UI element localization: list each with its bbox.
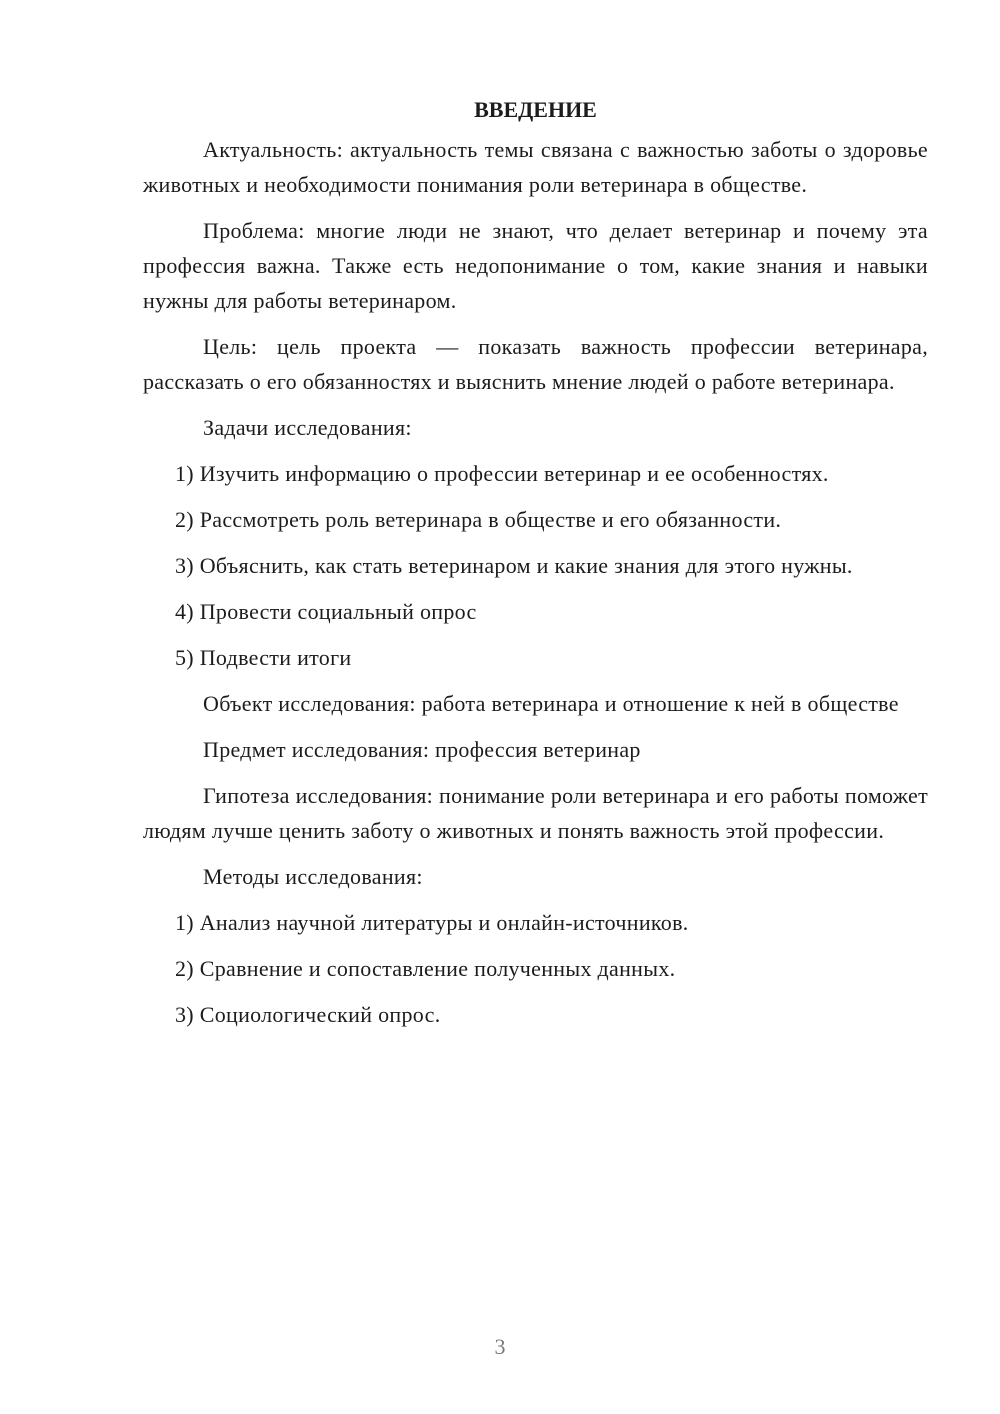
tasks-heading: Задачи исследования: xyxy=(203,415,412,440)
paragraph-hypothesis: Гипотеза исследования: понимание роли ветеринара и его работы поможет людям лучше ценить заботу о животных и понять важность этой профессии. xyxy=(143,783,928,843)
list-item: 5) Подвести итоги xyxy=(175,645,352,670)
section-title: ВВЕДЕНИЕ xyxy=(474,97,597,122)
paragraph-relevance: Актуальность: актуальность темы связана с важностью заботы о здоровье животных и необходимости понимания роли ветеринара в обществе. xyxy=(143,137,928,197)
list-item: 1) Анализ научной литературы и онлайн-источников. xyxy=(175,910,689,935)
page-number: 3 xyxy=(494,1334,506,1359)
list-item: 1) Изучить информацию о профессии ветеринар и ее особенностях. xyxy=(175,461,829,486)
tasks-list xyxy=(143,456,928,675)
paragraph-subject: Предмет исследования: профессия ветеринар xyxy=(203,737,641,762)
list-item: 2) Сравнение и сопоставление полученных данных. xyxy=(175,956,676,981)
list-item: 3) Объяснить, как стать ветеринаром и какие знания для этого нужны. xyxy=(175,553,853,578)
document-page xyxy=(143,92,928,1043)
list-item: 4) Провести социальный опрос xyxy=(175,599,477,624)
methods-list xyxy=(143,905,928,1032)
paragraph-goal: Цель: цель проекта — показать важность профессии ветеринара, рассказать о его обязанностях и выяснить мнение людей о работе ветеринара. xyxy=(143,334,928,394)
paragraph-object: Объект исследования: работа ветеринара и отношение к ней в обществе xyxy=(203,691,899,716)
list-item: 3) Социологический опрос. xyxy=(175,1002,441,1027)
paragraph-problem: Проблема: многие люди не знают, что делает ветеринар и почему эта профессия важна. Также есть недопонимание о том, какие знания и навыки нужны для работы ветеринаром. xyxy=(143,218,928,313)
list-item: 2) Рассмотреть роль ветеринара в обществе и его обязанности. xyxy=(175,507,782,532)
methods-heading: Методы исследования: xyxy=(203,864,423,889)
